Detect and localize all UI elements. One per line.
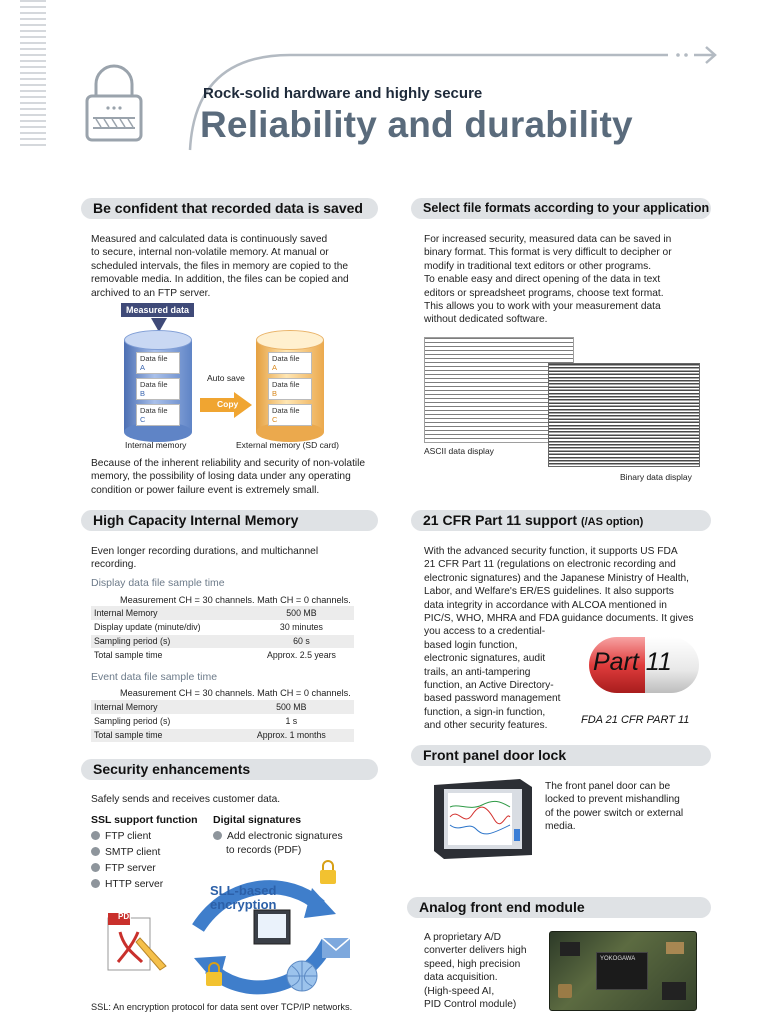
event-data-table <box>91 700 354 743</box>
section-heading-internal-memory: High Capacity Internal Memory <box>81 510 378 531</box>
section-heading-security: Security enhancements <box>81 759 378 780</box>
part11-capsule-text: Part 11 <box>593 648 672 676</box>
display-data-note: Measurement CH = 30 channels. Math CH = 0 channels. <box>120 595 351 605</box>
security-intro: Safely sends and receives customer data. <box>91 794 281 805</box>
pdf-label: PDF <box>118 912 134 921</box>
ssl-item-smtp-client: SMTP client <box>91 847 160 858</box>
encryption-illustration <box>90 858 370 1008</box>
data-saved-body: Measured and calculated data is continuously saved to secure, internal non-volatile memory. At manual or scheduled intervals, the files in memory are copied to the removable media. In addition, the files can be copied and archived to an FTP server. <box>91 234 349 299</box>
analog-front-end-body: A proprietary A/D converter delivers high speed, high precision data acquisition. (High-speed AI, PID Control module) <box>424 932 527 1011</box>
display-data-caption: Display data file sample time <box>91 577 225 589</box>
data-file-b: Data file B <box>136 378 180 400</box>
data-file-a: Data file A <box>136 352 180 374</box>
binary-data-screenshot <box>548 363 700 467</box>
table-row: Display update (minute/div) 30 minutes <box>91 620 354 634</box>
measured-data-tag: Measured data <box>121 303 194 317</box>
fda-caption: FDA 21 CFR PART 11 <box>581 714 690 726</box>
table-row: Internal Memory 500 MB <box>91 700 354 714</box>
copy-label: Copy <box>217 399 239 409</box>
data-file-b: Data file B <box>268 378 312 400</box>
data-file-c: Data file C <box>136 404 180 426</box>
ssl-item-ftp-client: FTP client <box>91 831 151 842</box>
internal-memory-label: Internal memory <box>125 440 187 450</box>
data-file-c: Data file C <box>268 404 312 426</box>
sig-item-records-pdf: to records (PDF) <box>226 845 302 856</box>
recorder-device-image <box>424 777 536 861</box>
table-row: Total sample time Approx. 2.5 years <box>91 648 354 662</box>
ssl-footnote: SSL: An encryption protocol for data sent over TCP/IP networks. <box>91 1002 353 1012</box>
chip-label: YOKOGAWA <box>600 956 636 962</box>
section-heading-data-saved: Be confident that recorded data is saved <box>81 198 378 219</box>
cfr-part11-body: With the advanced security function, it supports US FDA 21 CFR Part 11 (regulations on electronic recording and electronic signatures) and the Japanese Ministry of Health, Labor, and Welfare's ER/ES guidelines. It also supports data integrity in accordance with ALCOA mentioned in PIC/S, WHO, MHRA and FDA guidance documents. It gives you access to a credential- based login function, electronic signatures, audit trails, an anti-tampering function, an Active Directory- based password management function, a sign-in function, and other security features. <box>424 546 694 732</box>
section-heading-file-formats: Select file formats according to your application <box>411 198 711 219</box>
internal-memory-body: Even longer recording durations, and multichannel recording. <box>91 546 319 571</box>
data-saved-footer: Because of the inherent reliability and security of non-volatile memory, the possibility of losing data under any operating condition or power failure event is extremely small. <box>91 458 366 496</box>
header-subtitle: Rock-solid hardware and highly secure <box>203 85 483 102</box>
digital-signatures-heading: Digital signatures <box>213 814 302 826</box>
file-formats-body: For increased security, measured data can be saved in binary format. This format is very difficult to decipher or modify in traditional text editors or other programs. To enable easy and direct opening of the data in text editors or spreadsheet programs, choose text format. This allows you to work with your measurement data without dedicated software. <box>424 234 672 326</box>
auto-save-label: Auto save <box>207 373 245 383</box>
ascii-data-label: ASCII data display <box>424 446 494 456</box>
sig-item-add-signatures: Add electronic signatures <box>213 831 343 842</box>
page-title: Reliability and durability <box>200 104 633 145</box>
internal-memory-cylinder <box>124 330 192 440</box>
ssl-heading: SSL support function <box>91 814 198 826</box>
ssl-item-ftp-server: FTP server <box>91 863 156 874</box>
ssl-encryption-label: SLL-based encryption <box>210 883 277 912</box>
table-row: Sampling period (s) 1 s <box>91 714 354 728</box>
analog-module-image <box>549 931 697 1011</box>
event-data-note: Measurement CH = 30 channels. Math CH = 0 channels. <box>120 688 351 698</box>
door-lock-body: The front panel door can be locked to prevent mishandling of the power switch or external media. <box>545 781 684 833</box>
display-data-table <box>91 606 354 663</box>
event-data-caption: Event data file sample time <box>91 671 218 683</box>
section-heading-door-lock: Front panel door lock <box>411 745 711 766</box>
lock-icon <box>84 62 144 144</box>
table-row: Internal Memory 500 MB <box>91 606 354 620</box>
external-memory-label: External memory (SD card) <box>236 440 339 450</box>
ssl-item-http-server: HTTP server <box>91 879 163 890</box>
binary-data-label: Binary data display <box>620 472 692 482</box>
section-heading-cfr-part11: 21 CFR Part 11 support (/AS option) <box>411 510 711 531</box>
table-row: Sampling period (s) 60 s <box>91 634 354 648</box>
table-row: Total sample time Approx. 1 months <box>91 728 354 742</box>
section-heading-analog-front-end: Analog front end module <box>407 897 711 918</box>
data-file-a: Data file A <box>268 352 312 374</box>
external-memory-cylinder <box>256 330 324 440</box>
